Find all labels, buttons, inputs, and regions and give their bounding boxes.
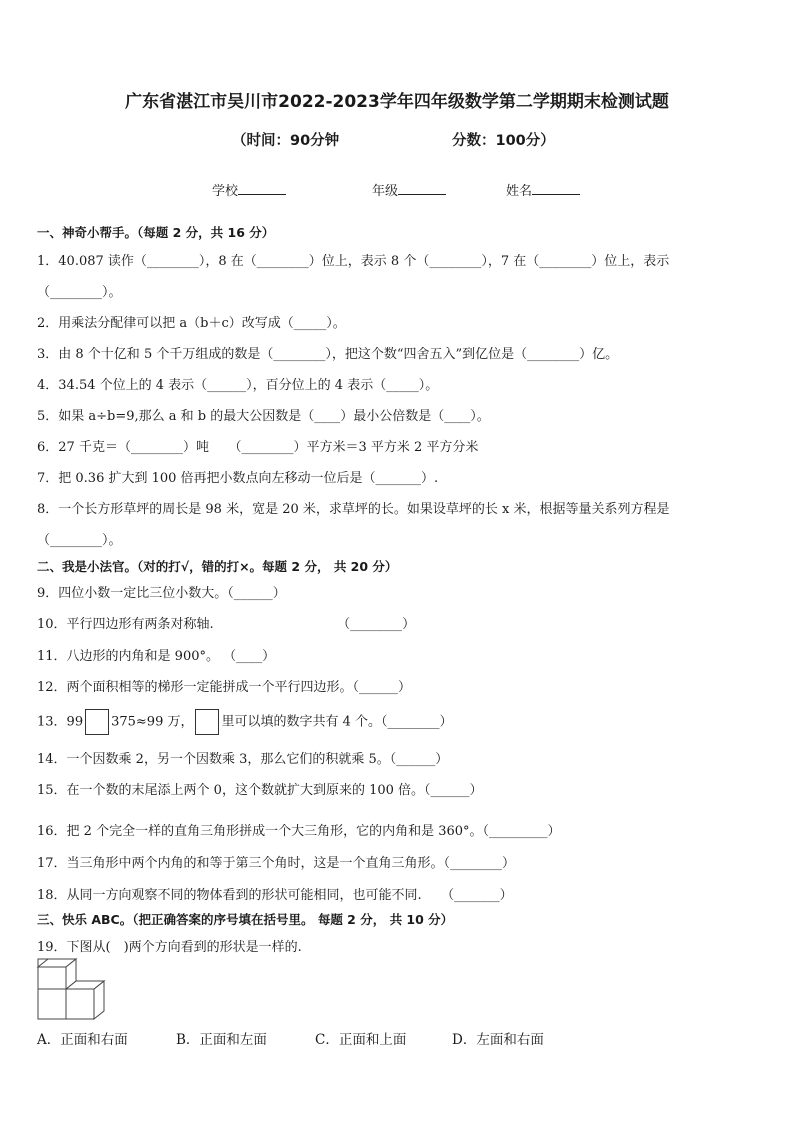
section-3-heading: 三、快乐 ABC。（把正确答案的序号填在括号里。 每题 2 分， 共 10 分） — [37, 912, 454, 927]
page-title: 广东省湛江市吴川市2022-2023学年四年级数学第二学期期末检测试题 — [125, 92, 669, 112]
cube-stack-figure — [36, 957, 108, 1021]
question-18: 18．从同一方向观察不同的物体看到的形状可能相同，也可能不同. （_______） — [37, 888, 513, 903]
question-3: 3．由 8 个十亿和 5 个千万组成的数是（________），把这个数“四舍五入”到亿位是（________）亿。 — [37, 347, 619, 362]
question-11: 11．八边形的内角和是 900°。 （____） — [37, 649, 276, 664]
option-b[interactable]: B．正面和左面 — [176, 1032, 267, 1048]
question-1-cont: （________）。 — [37, 285, 122, 300]
question-1: 1．40.087 读作（________），8 在（________）位上，表示 8 个（________），7 在（________）位上，表示 — [37, 254, 670, 269]
section-2-heading: 二、我是小法官。（对的打√，错的打×。每题 2 分， 共 20 分） — [37, 559, 398, 574]
school-field[interactable]: 学校 — [212, 180, 286, 199]
question-8: 8．一个长方形草坪的周长是 98 米，宽是 20 米，求草坪的长。如果设草坪的长 x 米，根据等量关系列方程是 — [37, 502, 670, 517]
exam-score: 分数：100分） — [452, 133, 555, 149]
question-8-cont: （________）。 — [37, 533, 122, 548]
question-13: 13．99 375≈99 万， 里可以填的数字共有 4 个。（________） — [37, 709, 453, 735]
name-field[interactable]: 姓名 — [506, 180, 580, 199]
exam-time: （时间：90分钟 — [232, 133, 340, 149]
section-1-heading: 一、神奇小帮手。（每题 2 分，共 16 分） — [37, 225, 275, 240]
question-16: 16．把 2 个完全一样的直角三角形拼成一个大三角形，它的内角和是 360°。（_________） — [37, 824, 561, 839]
question-2: 2．用乘法分配律可以把 a（b＋c）改写成（_____）。 — [37, 316, 346, 331]
question-6: 6．27 千克＝（________）吨 （________）平方米＝3 平方米 2 平方分米 — [37, 440, 479, 455]
question-5: 5．如果 a÷b=9,那么 a 和 b 的最大公因数是（____）最小公倍数是（____）。 — [37, 409, 490, 424]
question-15: 15．在一个数的末尾添上两个 0，这个数就扩大到原来的 100 倍。（______） — [37, 783, 483, 798]
option-c[interactable]: C．正面和上面 — [315, 1032, 407, 1048]
option-a[interactable]: A．正面和右面 — [37, 1032, 128, 1048]
option-d[interactable]: D．左面和右面 — [452, 1032, 544, 1048]
question-14: 14．一个因数乘 2，另一个因数乘 3，那么它们的积就乘 5。（______） — [37, 752, 449, 767]
digit-box[interactable] — [85, 709, 109, 735]
question-19: 19．下图从( )两个方向看到的形状是一样的. — [37, 940, 302, 955]
grade-field[interactable]: 年级 — [372, 180, 446, 199]
question-4: 4．34.54 个位上的 4 表示（______），百分位上的 4 表示（_____）。 — [37, 378, 439, 393]
question-9: 9．四位小数一定比三位小数大。（______） — [37, 586, 286, 601]
question-7: 7．把 0.36 扩大到 100 倍再把小数点向左移动一位后是（_______）. — [37, 471, 439, 486]
question-12: 12．两个面积相等的梯形一定能拼成一个平行四边形。（______） — [37, 680, 412, 695]
question-10: 10．平行四边形有两条对称轴. （________） — [37, 617, 416, 632]
question-17: 17．当三角形中两个内角的和等于第三个角时，这是一个直角三角形。（________） — [37, 856, 516, 871]
digit-box[interactable] — [195, 709, 219, 735]
